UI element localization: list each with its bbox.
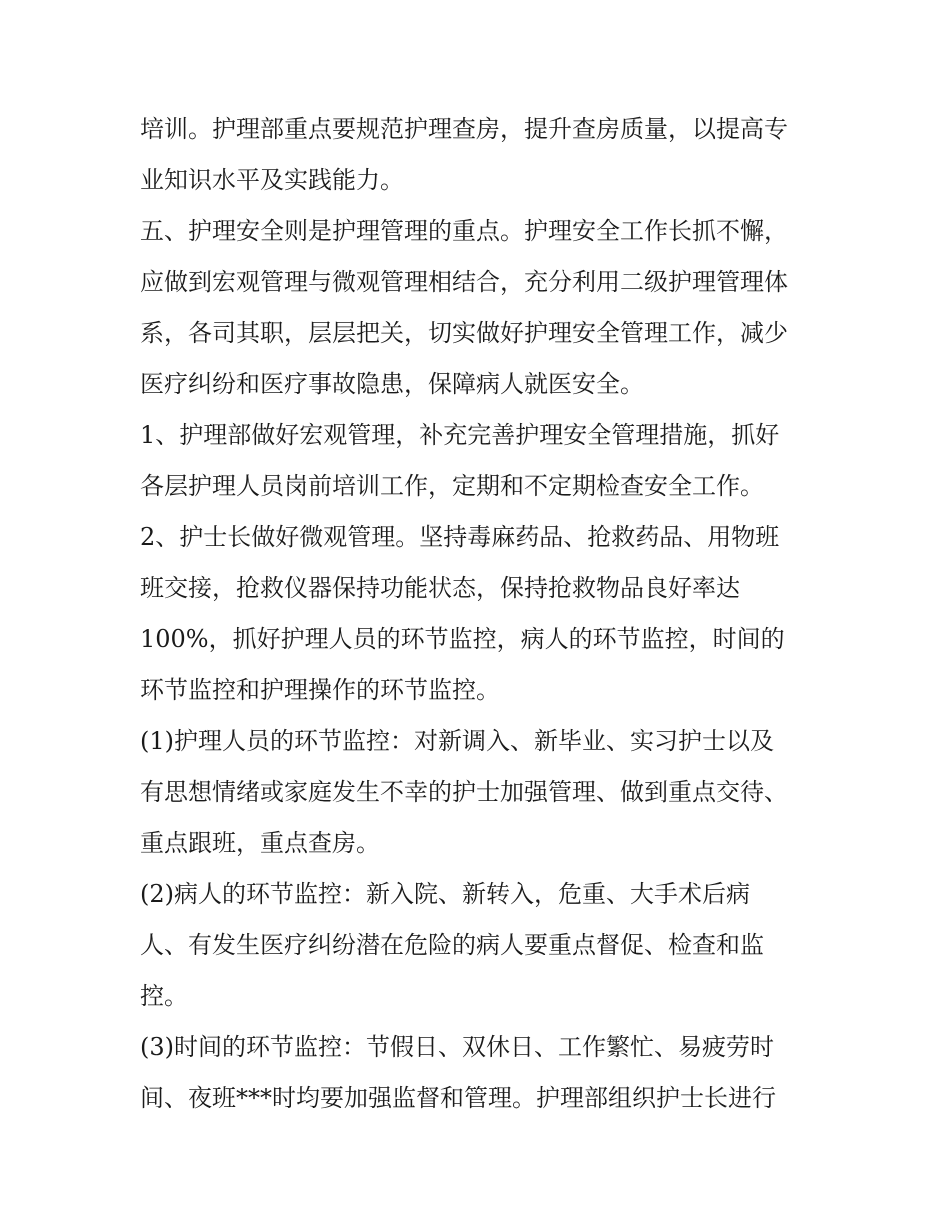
text-line: (1)护理人员的环节监控：对新调入、新毕业、实习护士以及 — [140, 727, 774, 755]
text-line: 环节监控和护理操作的环节监控。 — [140, 676, 500, 704]
text-line: 班交接，抢救仪器保持功能状态，保持抢救物品良好率达 — [140, 574, 740, 602]
text-line: 系，各司其职，层层把关，切实做好护理安全管理工作，减少 — [140, 319, 788, 347]
text-line: 培训。护理部重点要规范护理查房，提升查房质量，以提高专 — [140, 115, 788, 143]
text-line: 重点跟班，重点查房。 — [140, 829, 380, 857]
text-line: 业知识水平及实践能力。 — [140, 166, 404, 194]
text-line: 2、护士长做好微观管理。坚持毒麻药品、抢救药品、用物班 — [140, 523, 780, 551]
text-line: 人、有发生医疗纠纷潜在危险的病人要重点督促、检查和监 — [140, 931, 764, 959]
text-line: 应做到宏观管理与微观管理相结合，充分利用二级护理管理体 — [140, 268, 788, 296]
text-line: (3)时间的环节监控：节假日、双休日、工作繁忙、易疲劳时 — [140, 1033, 774, 1061]
text-line: (2)病人的环节监控：新入院、新转入，危重、大手术后病 — [140, 880, 750, 908]
text-line: 1、护理部做好宏观管理，补充完善护理安全管理措施，抓好 — [140, 421, 780, 449]
document-body — [140, 104, 830, 1124]
text-line: 控。 — [140, 982, 188, 1010]
text-line: 各层护理人员岗前培训工作，定期和不定期检查安全工作。 — [140, 472, 764, 500]
text-line: 五、护理安全则是护理管理的重点。护理安全工作长抓不懈， — [140, 217, 788, 245]
text-line: 间、夜班***时均要加强监督和管理。护理部组织护士长进行 — [140, 1084, 776, 1112]
text-line: 医疗纠纷和医疗事故隐患，保障病人就医安全。 — [140, 370, 644, 398]
text-line: 有思想情绪或家庭发生不幸的护士加强管理、做到重点交待、 — [140, 778, 788, 806]
text-line: 100%，抓好护理人员的环节监控，病人的环节监控，时间的 — [140, 625, 785, 653]
